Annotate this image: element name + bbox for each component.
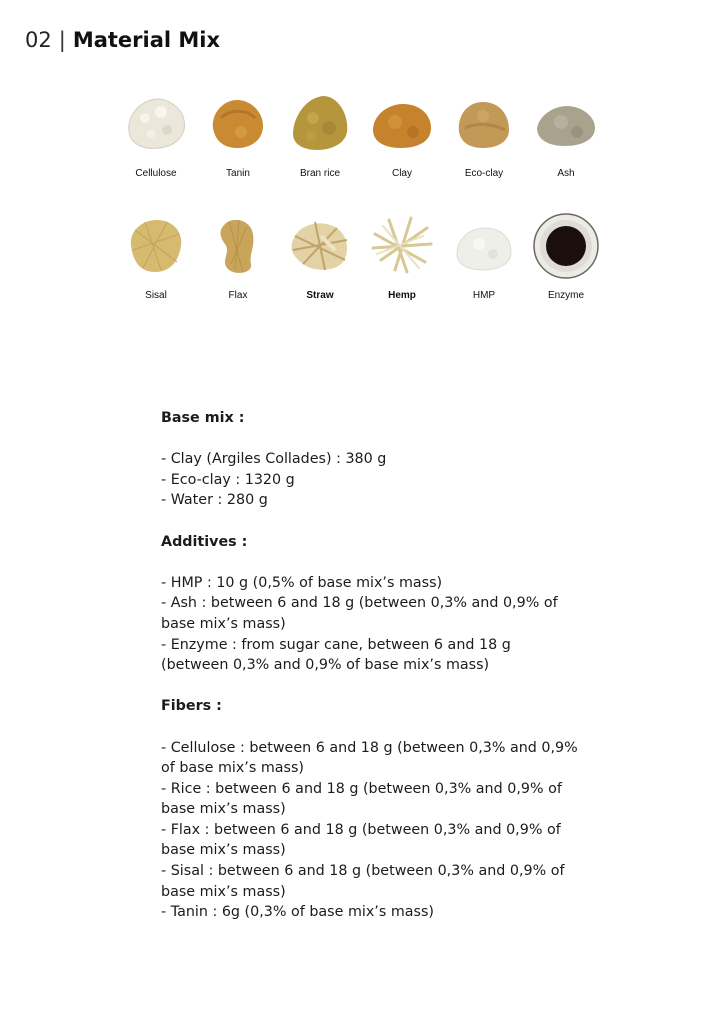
section-fibers	[161, 696, 581, 923]
list-item: - Flax : between 6 and 18 g (between 0,3% and 0,9% of base mix’s mass)	[161, 821, 561, 859]
material-label: Clay	[391, 168, 412, 179]
list-item: - Sisal : between 6 and 18 g (between 0,3% and 0,9% of base mix’s mass)	[161, 863, 565, 900]
flax-fiber-icon	[203, 210, 273, 280]
header-separator: |	[58, 28, 66, 52]
section-title: Additives :	[161, 533, 248, 550]
recipe-text	[161, 408, 581, 923]
eco-clay-pile-icon	[449, 88, 519, 158]
material-label: Eco-clay	[464, 168, 504, 179]
hmp-powder-icon	[449, 210, 519, 280]
materials-row-fibers	[114, 210, 614, 332]
list-item: - Ash : between 6 and 18 g (between 0,3% and 0,9% of base mix’s mass)	[161, 595, 558, 632]
ash-pile-icon	[531, 88, 601, 158]
page-header	[25, 26, 220, 54]
section-base-mix	[161, 408, 581, 511]
material-hmp	[442, 210, 526, 301]
list-item: - Enzyme : from sugar cane, between 6 and 18 g (between 0,3% and 0,9% of base mix’s mass)	[161, 636, 511, 674]
section-additives	[161, 532, 581, 676]
material-flax	[196, 210, 280, 301]
list-item: - Cellulose : between 6 and 18 g (between 0,3% and 0,9% of base mix’s mass)	[161, 739, 578, 777]
bran-rice-pile-icon	[285, 88, 355, 158]
list-item: - Eco-clay : 1320 g	[161, 471, 295, 488]
material-cellulose	[114, 88, 198, 179]
material-straw	[278, 210, 362, 301]
material-hemp	[360, 210, 444, 301]
list-item: - Water : 280 g	[161, 492, 268, 509]
material-label: HMP	[472, 290, 496, 301]
list-item: - Tanin : 6g (0,3% of base mix’s mass)	[161, 904, 435, 921]
material-label: Tanin	[226, 168, 250, 179]
section-title: Fibers :	[161, 698, 222, 715]
clay-pile-icon	[367, 88, 437, 158]
list-item: - HMP : 10 g (0,5% of base mix’s mass)	[161, 574, 443, 591]
material-label: Ash	[557, 168, 575, 179]
list-item: - Rice : between 6 and 18 g (between 0,3% and 0,9% of base mix’s mass)	[161, 780, 562, 818]
tanin-pile-icon	[203, 88, 273, 158]
material-label: Flax	[228, 290, 248, 301]
sisal-fiber-icon	[121, 210, 191, 280]
section-title: Base mix :	[161, 410, 245, 426]
cellulose-pile-icon	[121, 88, 191, 158]
list-item: - Clay (Argiles Collades) : 380 g	[161, 451, 387, 468]
material-bran-rice	[278, 88, 362, 179]
material-label: Enzyme	[547, 290, 585, 301]
section-number: 02	[25, 28, 52, 52]
enzyme-cup-icon	[531, 210, 601, 280]
material-label: Hemp	[388, 290, 416, 301]
material-label: Sisal	[145, 290, 167, 301]
material-clay	[360, 88, 444, 179]
material-tanin	[196, 88, 280, 179]
material-label: Straw	[306, 290, 334, 301]
material-eco-clay	[442, 88, 526, 179]
materials-row-powders	[114, 88, 614, 210]
materials-grid	[114, 88, 614, 332]
material-enzyme	[524, 210, 608, 301]
material-sisal	[114, 210, 198, 301]
hemp-fiber-icon	[367, 210, 437, 280]
material-label: Cellulose	[135, 168, 177, 179]
straw-fiber-icon	[285, 210, 355, 280]
material-ash	[524, 88, 608, 179]
material-label: Bran rice	[299, 168, 340, 179]
page-title: Material Mix	[72, 28, 221, 52]
